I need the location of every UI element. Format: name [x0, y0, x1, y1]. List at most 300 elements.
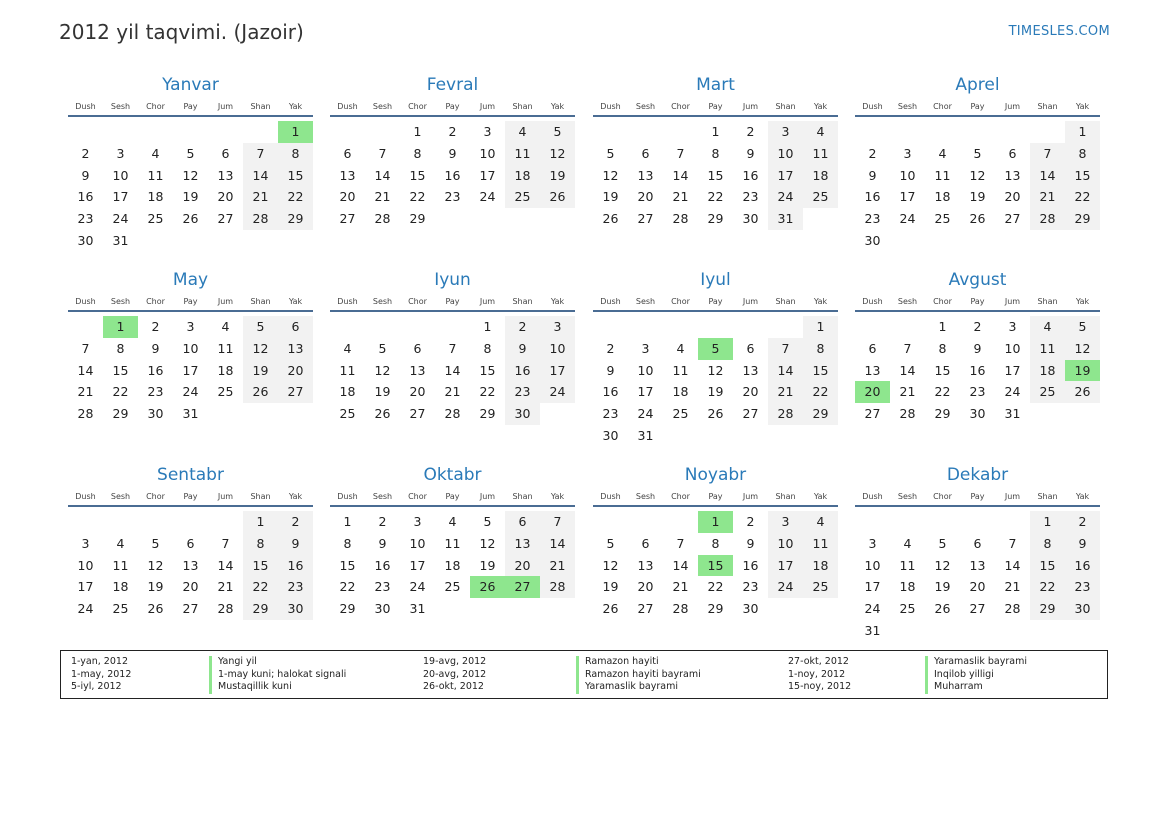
day-cell: 4 [676, 340, 685, 356]
weekday-label: Yak [813, 297, 828, 306]
weekday-label: Chor [671, 492, 690, 501]
day-cell: 22 [1065, 186, 1100, 208]
empty-cell [698, 425, 733, 447]
day-cell: 9 [378, 535, 387, 551]
site-link[interactable]: TIMESLES.COM [1008, 24, 1110, 39]
day-cell: 21 [899, 384, 916, 400]
empty-cell [628, 316, 663, 338]
weekday-header [330, 98, 575, 117]
day-cell: 30 [278, 598, 313, 620]
week-row [593, 598, 838, 620]
day-cell: 15 [479, 362, 496, 378]
day-cell: 11 [217, 340, 234, 356]
day-cell: 15 [803, 360, 838, 382]
day-cell: 20 [855, 381, 890, 403]
day-cell: 27 [637, 211, 654, 227]
weekday-label: Yak [288, 102, 303, 111]
empty-cell [103, 121, 138, 143]
day-cell: 19 [540, 165, 575, 187]
day-cell: 14 [1004, 557, 1021, 573]
day-cell: 1 [803, 316, 838, 338]
day-cell: 28 [540, 576, 575, 598]
day-cell: 8 [343, 535, 352, 551]
month-aprel [855, 72, 1100, 248]
day-cell: 7 [243, 143, 278, 165]
day-cell: 28 [899, 406, 916, 422]
day-cell: 27 [409, 406, 426, 422]
day-cell: 21 [77, 384, 94, 400]
day-cell: 9 [746, 145, 755, 161]
day-cell: 14 [672, 167, 689, 183]
day-cell: 5 [1065, 316, 1100, 338]
day-cell: 10 [1004, 340, 1021, 356]
day-cell: 15 [112, 362, 129, 378]
empty-cell [925, 121, 960, 143]
weekday-label: Jum [479, 102, 496, 111]
day-cell: 8 [483, 340, 492, 356]
week-row [855, 338, 1100, 360]
day-cell: 19 [479, 557, 496, 573]
day-cell: 6 [641, 535, 650, 551]
day-cell: 22 [112, 384, 129, 400]
week-row [855, 598, 1100, 620]
weekday-label: Chor [408, 492, 427, 501]
day-cell: 21 [1030, 186, 1065, 208]
week-row [855, 165, 1100, 187]
day-cell: 4 [221, 319, 230, 334]
day-cell: 24 [899, 211, 916, 227]
day-cell: 17 [1004, 362, 1021, 378]
weekday-label: Dush [337, 102, 358, 111]
day-cell: 4 [1030, 316, 1065, 338]
day-cell: 5 [938, 535, 947, 551]
empty-cell [803, 425, 838, 447]
day-cell: 4 [803, 511, 838, 533]
day-cell: 24 [768, 576, 803, 598]
day-cell: 12 [479, 535, 496, 551]
week-row [593, 143, 838, 165]
week-row [593, 338, 838, 360]
empty-cell [400, 316, 435, 338]
day-cell: 27 [505, 576, 540, 598]
day-cell: 12 [182, 167, 199, 183]
day-cell: 13 [637, 167, 654, 183]
month-name: Fevral [426, 75, 479, 95]
day-cell: 12 [374, 362, 391, 378]
day-cell: 28 [1004, 601, 1021, 617]
weekday-label: Shan [1037, 102, 1058, 111]
day-cell: 13 [742, 362, 759, 378]
day-cell: 17 [479, 167, 496, 183]
week-row [330, 381, 575, 403]
weekday-label: Yak [813, 102, 828, 111]
empty-cell [138, 230, 173, 252]
month-dekabr [855, 462, 1100, 638]
day-cell: 11 [1030, 338, 1065, 360]
empty-cell [1030, 230, 1065, 252]
day-cell: 13 [864, 362, 881, 378]
empty-cell [1030, 121, 1065, 143]
week-row [855, 620, 1100, 642]
day-cell: 25 [899, 601, 916, 617]
weekday-header [593, 98, 838, 117]
day-cell: 11 [339, 362, 356, 378]
day-cell: 9 [973, 340, 982, 356]
weekday-label: Pay [970, 297, 985, 306]
weekday-header [593, 488, 838, 507]
empty-cell [663, 425, 698, 447]
day-cell: 8 [711, 145, 720, 161]
weekday-label: Chor [146, 492, 165, 501]
day-cell: 28 [768, 403, 803, 425]
week-row [855, 143, 1100, 165]
legend-date: 1-yan, 2012 [71, 656, 128, 667]
month-iyun [330, 267, 575, 422]
month-name: Aprel [955, 75, 1000, 95]
weekday-label: Shan [775, 492, 796, 501]
day-cell: 19 [1065, 360, 1100, 382]
day-cell: 7 [378, 145, 387, 161]
day-cell: 20 [637, 579, 654, 595]
day-cell: 29 [479, 406, 496, 422]
day-cell: 26 [374, 406, 391, 422]
day-cell: 1 [278, 121, 313, 143]
day-cell: 9 [505, 338, 540, 360]
day-cell: 7 [903, 340, 912, 356]
day-cell: 22 [803, 381, 838, 403]
day-cell: 23 [278, 576, 313, 598]
month-oktabr [330, 462, 575, 617]
week-row [68, 555, 313, 577]
empty-cell [540, 403, 575, 425]
weekday-label: Yak [1075, 102, 1090, 111]
day-cell: 9 [278, 533, 313, 555]
month-name: Noyabr [684, 465, 747, 485]
day-cell: 26 [969, 211, 986, 227]
day-cell: 27 [864, 406, 881, 422]
day-cell: 25 [217, 384, 234, 400]
weekday-label: Chor [933, 102, 952, 111]
day-cell: 30 [602, 427, 619, 443]
day-cell: 29 [707, 601, 724, 617]
day-cell: 11 [803, 143, 838, 165]
day-cell: 16 [444, 167, 461, 183]
weekday-label: Jum [479, 492, 496, 501]
weekday-header [330, 488, 575, 507]
day-cell: 13 [505, 533, 540, 555]
weekday-label: Yak [550, 102, 565, 111]
weekday-label: Chor [933, 297, 952, 306]
week-row [68, 143, 313, 165]
empty-cell [890, 511, 925, 533]
day-cell: 1 [343, 514, 352, 529]
weekday-label: Jum [217, 492, 234, 501]
empty-cell [593, 511, 628, 533]
day-cell: 18 [934, 189, 951, 205]
day-cell: 16 [374, 557, 391, 573]
weekday-header [68, 293, 313, 312]
day-cell: 14 [217, 557, 234, 573]
weekday-label: Shan [1037, 297, 1058, 306]
day-cell: 20 [505, 555, 540, 577]
day-cell: 17 [864, 579, 881, 595]
empty-cell [960, 620, 995, 642]
legend-holiday-name: Inqilob yilligi [925, 669, 994, 682]
day-cell: 20 [1004, 189, 1021, 205]
day-cell: 30 [1065, 598, 1100, 620]
month-yanvar [68, 72, 313, 248]
day-cell: 16 [864, 189, 881, 205]
week-row [855, 360, 1100, 382]
day-cell: 26 [602, 211, 619, 227]
empty-cell [173, 230, 208, 252]
day-cell: 24 [637, 406, 654, 422]
empty-cell [768, 425, 803, 447]
weekday-label: Jum [217, 297, 234, 306]
weekday-label: Pay [708, 492, 723, 501]
weekday-label: Jum [742, 102, 759, 111]
week-row [593, 121, 838, 143]
day-cell: 15 [1065, 165, 1100, 187]
day-cell: 5 [606, 145, 615, 161]
day-cell: 19 [707, 384, 724, 400]
day-cell: 2 [1065, 511, 1100, 533]
day-cell: 28 [243, 208, 278, 230]
day-cell: 11 [444, 535, 461, 551]
weekday-header [68, 98, 313, 117]
day-cell: 14 [768, 360, 803, 382]
day-cell: 23 [602, 406, 619, 422]
month-name: Dekabr [946, 465, 1009, 485]
week-row [855, 208, 1100, 230]
week-row [330, 576, 575, 598]
empty-cell [470, 598, 505, 620]
empty-cell [68, 316, 103, 338]
empty-cell [138, 121, 173, 143]
day-cell: 14 [444, 362, 461, 378]
day-cell: 15 [934, 362, 951, 378]
day-cell: 15 [339, 557, 356, 573]
month-name: Iyul [700, 270, 731, 290]
legend-holiday-name: Ramazon hayiti bayrami [576, 669, 701, 682]
week-row [330, 598, 575, 620]
day-cell: 14 [540, 533, 575, 555]
day-cell: 16 [278, 555, 313, 577]
weekday-label: Jum [1004, 492, 1021, 501]
month-name: Yanvar [162, 75, 219, 95]
day-cell: 5 [378, 340, 387, 356]
week-row [593, 360, 838, 382]
weekday-label: Sesh [897, 297, 918, 306]
weekday-label: Shan [512, 297, 533, 306]
empty-cell [208, 230, 243, 252]
day-cell: 1 [243, 511, 278, 533]
day-cell: 25 [672, 406, 689, 422]
weekday-header [855, 98, 1100, 117]
week-row [68, 165, 313, 187]
day-cell: 23 [444, 189, 461, 205]
day-cell: 9 [151, 340, 160, 356]
week-row [68, 511, 313, 533]
empty-cell [890, 121, 925, 143]
weekday-label: Dush [862, 492, 883, 501]
day-cell: 8 [1030, 533, 1065, 555]
day-cell: 12 [934, 557, 951, 573]
weekday-label: Chor [408, 297, 427, 306]
day-cell: 20 [409, 384, 426, 400]
month-name: Sentabr [157, 465, 224, 485]
empty-cell [243, 121, 278, 143]
empty-cell [995, 620, 1030, 642]
day-cell: 22 [1030, 576, 1065, 598]
weekday-label: Chor [671, 297, 690, 306]
day-cell: 1 [103, 316, 138, 338]
week-row [593, 186, 838, 208]
day-cell: 2 [505, 316, 540, 338]
day-cell: 24 [540, 381, 575, 403]
empty-cell [698, 316, 733, 338]
weekday-label: Chor [146, 297, 165, 306]
empty-cell [208, 121, 243, 143]
day-cell: 2 [378, 514, 387, 529]
weekday-label: Shan [250, 492, 271, 501]
day-cell: 17 [112, 189, 129, 205]
day-cell: 19 [182, 189, 199, 205]
empty-cell [365, 316, 400, 338]
day-cell: 15 [243, 555, 278, 577]
day-cell: 6 [505, 511, 540, 533]
day-cell: 28 [374, 211, 391, 227]
day-cell: 27 [217, 211, 234, 227]
day-cell: 3 [768, 121, 803, 143]
week-row [68, 230, 313, 252]
day-cell: 18 [505, 165, 540, 187]
day-cell: 26 [243, 381, 278, 403]
empty-cell [995, 230, 1030, 252]
day-cell: 29 [112, 406, 129, 422]
empty-cell [960, 121, 995, 143]
day-cell: 28 [1030, 208, 1065, 230]
week-row [330, 208, 575, 230]
weekday-label: Sesh [110, 492, 131, 501]
month-name: Iyun [434, 270, 471, 290]
day-cell: 11 [803, 533, 838, 555]
day-cell: 2 [448, 124, 457, 139]
day-cell: 28 [217, 601, 234, 617]
day-cell: 21 [768, 381, 803, 403]
day-cell: 23 [374, 579, 391, 595]
day-cell: 13 [182, 557, 199, 573]
day-cell: 21 [540, 555, 575, 577]
day-cell: 12 [969, 167, 986, 183]
day-cell: 23 [505, 381, 540, 403]
empty-cell [925, 230, 960, 252]
weekday-label: Sesh [897, 102, 918, 111]
day-cell: 10 [637, 362, 654, 378]
day-cell: 21 [672, 579, 689, 595]
day-cell: 8 [243, 533, 278, 555]
empty-cell [1065, 403, 1100, 425]
day-cell: 28 [444, 406, 461, 422]
day-cell: 5 [606, 535, 615, 551]
day-cell: 6 [221, 145, 230, 161]
day-cell: 19 [969, 189, 986, 205]
day-cell: 29 [1065, 208, 1100, 230]
week-row [68, 533, 313, 555]
weekday-label: Chor [146, 102, 165, 111]
day-cell: 25 [444, 579, 461, 595]
day-cell: 26 [182, 211, 199, 227]
legend-holiday-name: Yaramaslik bayrami [925, 656, 1027, 669]
empty-cell [733, 425, 768, 447]
weekday-label: Yak [288, 492, 303, 501]
day-cell: 20 [182, 579, 199, 595]
weekday-label: Chor [408, 102, 427, 111]
weekday-label: Dush [75, 297, 96, 306]
day-cell: 26 [540, 186, 575, 208]
empty-cell [208, 511, 243, 533]
day-cell: 22 [707, 189, 724, 205]
day-cell: 10 [77, 557, 94, 573]
day-cell: 10 [899, 167, 916, 183]
week-row [855, 533, 1100, 555]
day-cell: 3 [768, 511, 803, 533]
empty-cell [593, 316, 628, 338]
weekday-label: Chor [933, 492, 952, 501]
weekday-label: Pay [445, 297, 460, 306]
day-cell: 6 [278, 316, 313, 338]
day-cell: 21 [243, 186, 278, 208]
day-cell: 19 [374, 384, 391, 400]
day-cell: 1 [413, 124, 422, 139]
day-cell: 31 [864, 622, 881, 638]
day-cell: 12 [147, 557, 164, 573]
week-row [330, 403, 575, 425]
month-avgust [855, 267, 1100, 422]
day-cell: 10 [864, 557, 881, 573]
week-row [68, 576, 313, 598]
day-cell: 29 [707, 211, 724, 227]
day-cell: 3 [1008, 319, 1017, 334]
week-row [593, 208, 838, 230]
day-cell: 18 [803, 555, 838, 577]
day-cell: 9 [1065, 533, 1100, 555]
weekday-label: Shan [512, 492, 533, 501]
day-cell: 14 [77, 362, 94, 378]
day-cell: 23 [1065, 576, 1100, 598]
day-cell: 14 [672, 557, 689, 573]
day-cell: 20 [742, 384, 759, 400]
day-cell: 21 [1004, 579, 1021, 595]
day-cell: 17 [637, 384, 654, 400]
day-cell: 21 [217, 579, 234, 595]
legend-holiday-name: Muharram [925, 681, 983, 694]
week-row [593, 425, 838, 447]
day-cell: 18 [803, 165, 838, 187]
day-cell: 18 [147, 189, 164, 205]
day-cell: 30 [969, 406, 986, 422]
day-cell: 29 [803, 403, 838, 425]
day-cell: 18 [217, 362, 234, 378]
holiday-legend [60, 650, 1108, 699]
empty-cell [768, 316, 803, 338]
day-cell: 24 [768, 186, 803, 208]
week-row [68, 208, 313, 230]
day-cell: 22 [707, 579, 724, 595]
day-cell: 6 [973, 535, 982, 551]
day-cell: 2 [973, 319, 982, 334]
empty-cell [540, 598, 575, 620]
